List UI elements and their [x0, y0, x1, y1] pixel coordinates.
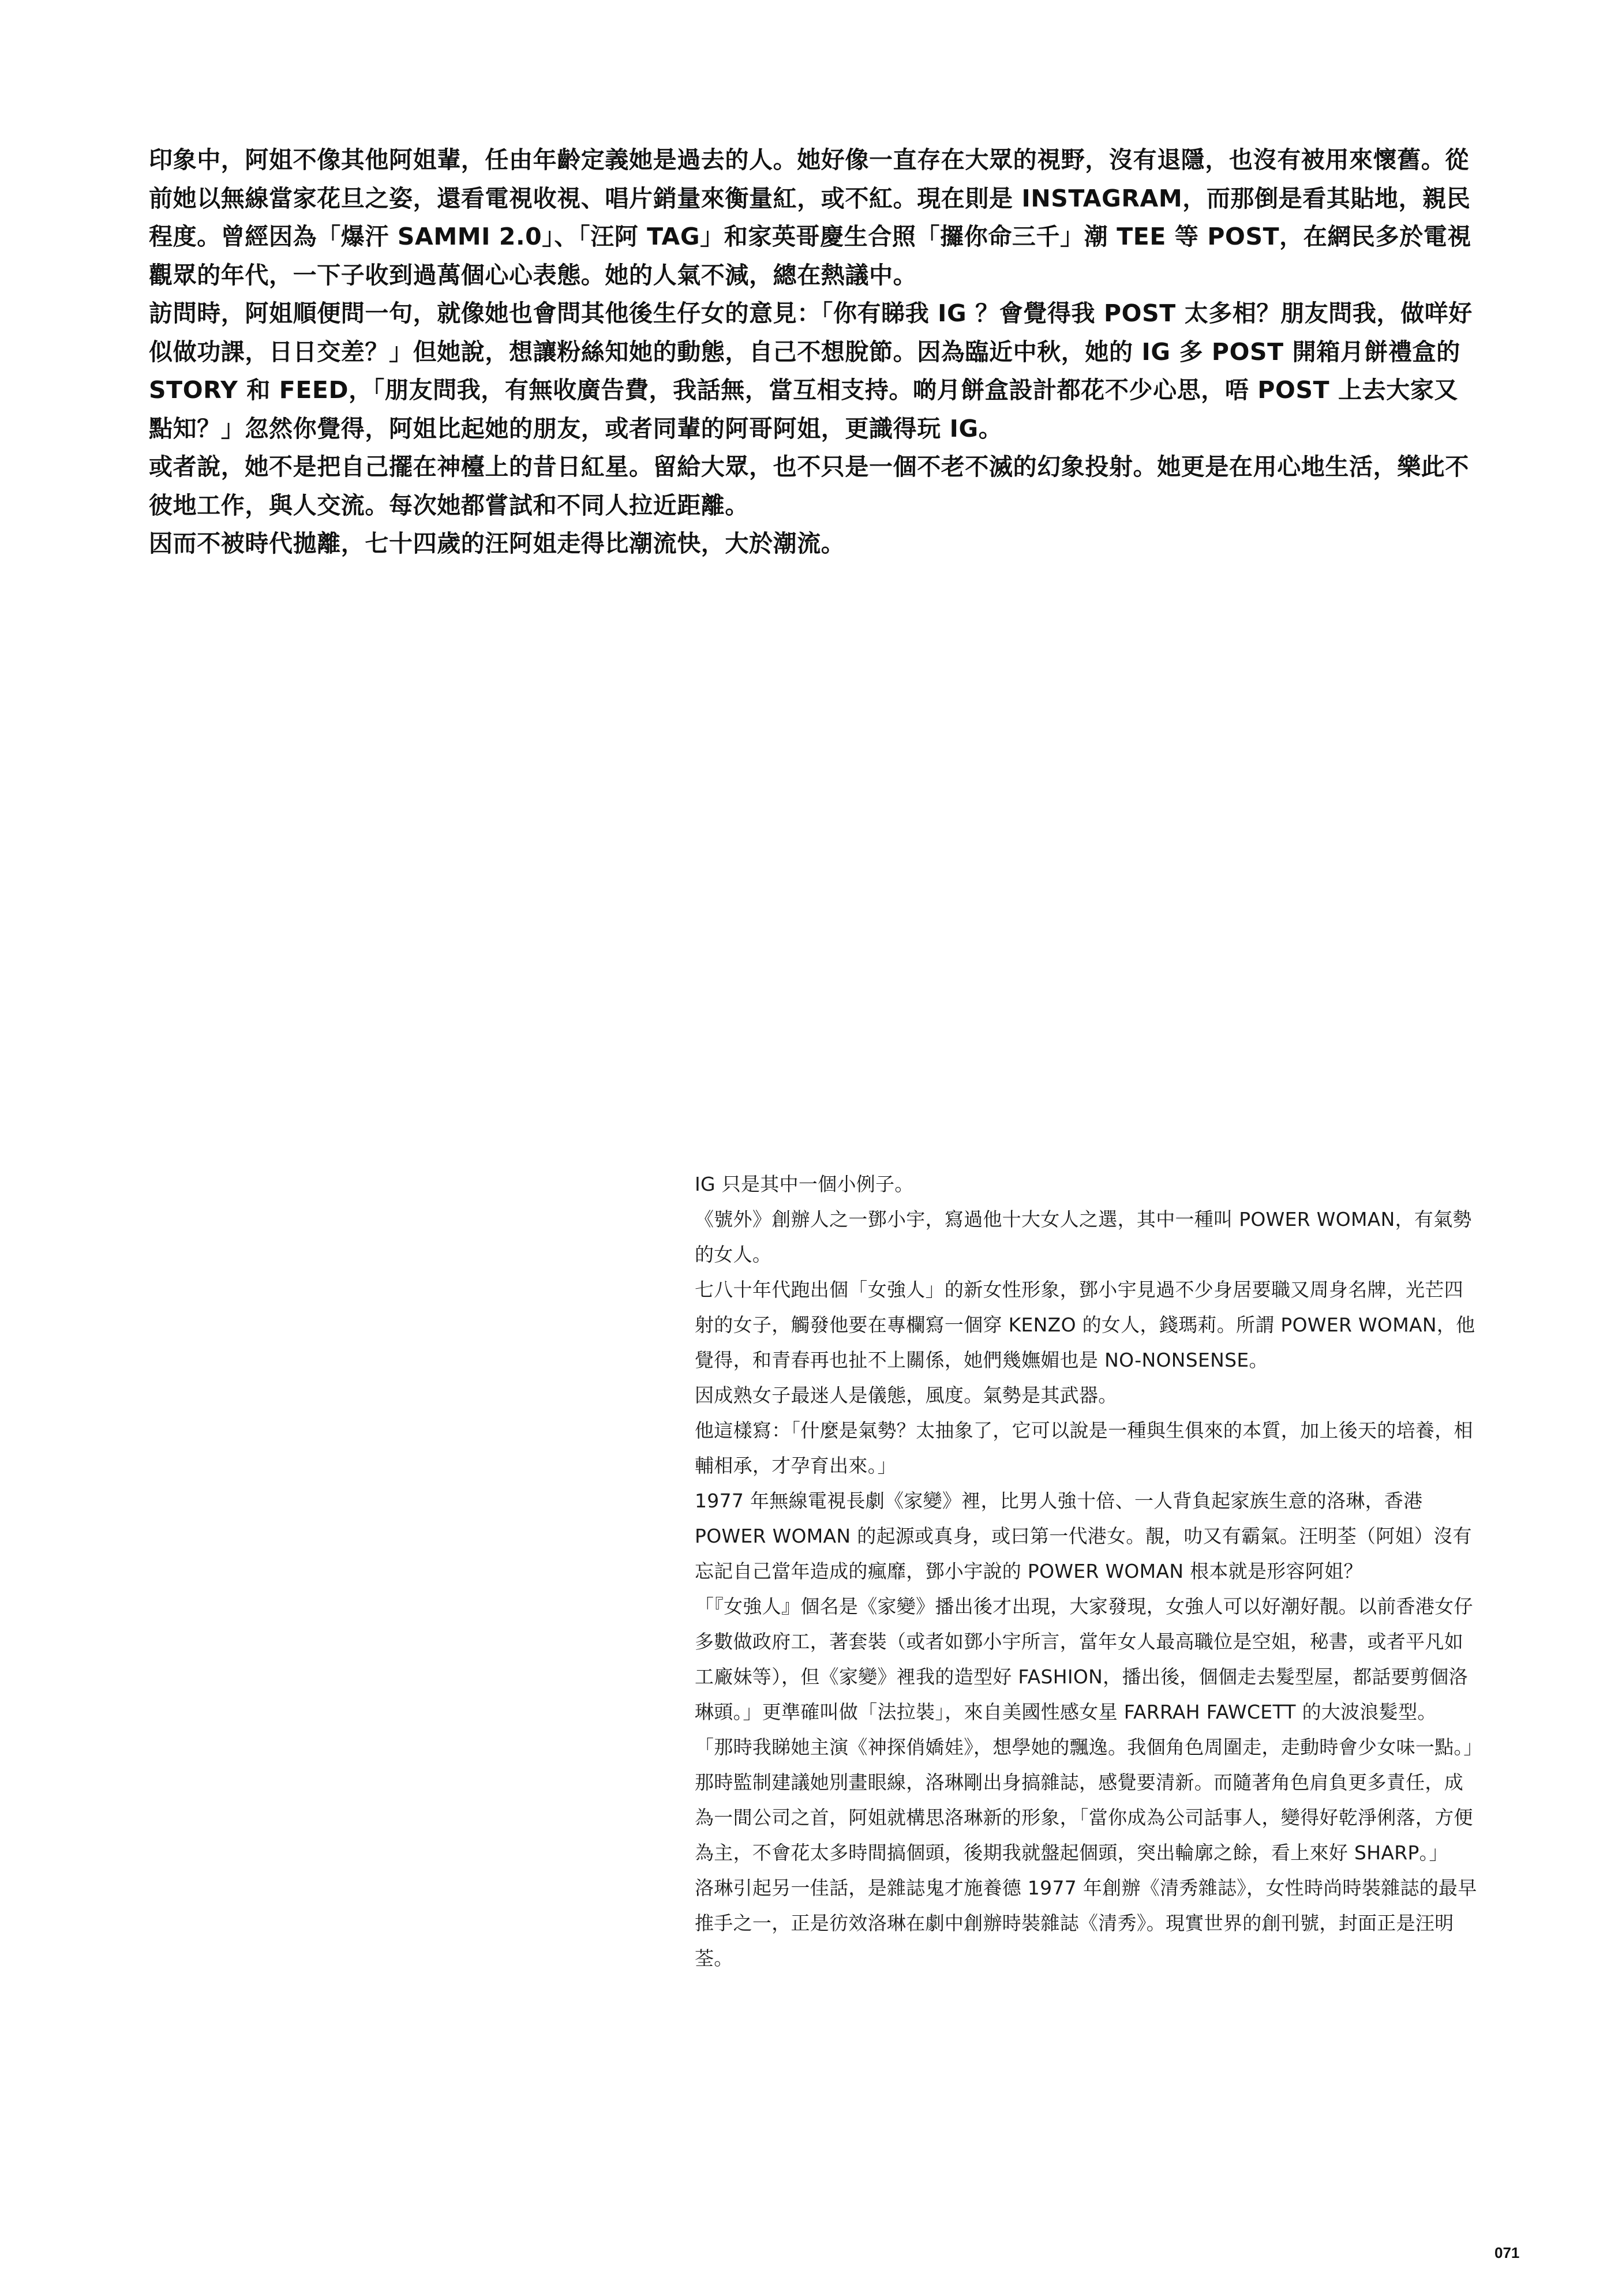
article-paragraph: 因成熟女子最迷人是儀態，風度。氣勢是其武器。 — [695, 1384, 1118, 1406]
page-number: 071 — [1494, 2244, 1520, 2261]
intro-section — [149, 141, 1476, 563]
intro-paragraph: 印象中，阿姐不像其他阿姐輩，任由年齡定義她是過去的人。她好像一直存在大眾的視野，沒有退隱，也沒有被用來懷舊。從前她以無線當家花旦之姿，還看電視收視、唱片銷量來衡量紅，或不紅。現在則是 INSTAGRAM，而那倒是看其貼地，親民程度。曾經因為「爆汗 SAMMI 2.0」、「汪阿 TAG」和家英哥慶生合照「攞你命三千」潮 TEE 等 POST，在網民多於電視觀眾的年代，一下子收到過萬個心心表態。她的人氣不減，總在熱議中。 — [149, 146, 1471, 289]
article-paragraph: 1977 年無線電視長劇《家變》裡，比男人強十倍、一人背負起家族生意的洛琳，香港 POWER WOMAN 的起源或真身，或曰第一代港女。靚，叻又有霸氣。汪明荃（阿姐）沒有忘記自己當年造成的瘋靡，鄧小宇說的 POWER WOMAN 根本就是形容阿姐？ — [695, 1490, 1472, 1582]
article-paragraph: 「那時我睇她主演《神探俏嬌娃》，想學她的飄逸。我個角色周圍走，走動時會少女味一點。」那時監制建議她別畫眼線，洛琳剛出身搞雜誌，感覺要清新。而隨著角色肩負更多責任，成為一間公司之首，阿姐就構思洛琳新的形象，「當你成為公司話事人，變得好乾淨俐落，方便為主，不會花太多時間搞個頭，後期我就盤起個頭，突出輪廓之餘，看上來好 SHARP。」 — [695, 1736, 1474, 1864]
article-paragraph: 七八十年代跑出個「女強人」的新女性形象，鄧小宇見過不少身居要職又周身名牌，光芒四射的女子，觸發他要在專欄寫一個穿 KENZO 的女人，錢瑪莉。所謂 POWER WOMAN，他覺得，和青春再也扯不上關係，她們幾嫵媚也是 NO-NONSENSE。 — [695, 1278, 1475, 1371]
article-paragraph: IG 只是其中一個小例子。 — [695, 1173, 914, 1195]
article-paragraph: 《號外》創辦人之一鄧小宇，寫過他十大女人之選，其中一種叫 POWER WOMAN，有氣勢的女人。 — [695, 1208, 1472, 1266]
intro-paragraph: 或者說，她不是把自己擺在神檯上的昔日紅星。留給大眾，也不只是一個不老不滅的幻象投射。她更是在用心地生活，樂此不彼地工作，與人交流。每次她都嘗試和不同人拉近距離。 — [149, 453, 1469, 519]
intro-paragraph: 訪問時，阿姐順便問一句，就像她也會問其他後生仔女的意見：「你有睇我 IG ？會覺得我 POST 太多相？朋友問我，做咩好似做功課，日日交差？」但她說，想讓粉絲知她的動態，自己不想脫節。因為臨近中秋，她的 IG 多 POST 開箱月餅禮盒的 STORY 和 FEED，「朋友問我，有無收廣告費，我話無，當互相支持。啲月餅盒設計都花不少心思，唔 POST 上去大家又點知？」忽然你覺得，阿姐比起她的朋友，或者同輩的阿哥阿姐，更識得玩 IG。 — [149, 299, 1473, 442]
article-body — [695, 1166, 1477, 1976]
intro-paragraph: 因而不被時代拋離，七十四歲的汪阿姐走得比潮流快，大於潮流。 — [149, 530, 845, 557]
article-paragraph: 洛琳引起另一佳話，是雜誌鬼才施養德 1977 年創辦《清秀雜誌》，女性時尚時裝雜誌的最早推手之一，正是彷效洛琳在劇中創辦時裝雜誌《清秀》。現實世界的創刊號，封面正是汪明荃。 — [695, 1877, 1477, 1969]
article-paragraph: 他這樣寫：「什麼是氣勢？太抽象了，它可以說是一種與生俱來的本質，加上後天的培養，相輔相承，才孕育出來。」 — [695, 1419, 1473, 1477]
article-paragraph: 「『女強人』個名是《家變》播出後才出現，大家發現，女強人可以好潮好靚。以前香港女仔多數做政府工，著套裝（或者如鄧小宇所言，當年女人最高職位是空姐，秘書，或者平凡如工廠妹等），但《家變》裡我的造型好 FASHION，播出後，個個走去髮型屋，都話要剪個洛琳頭。」更準確叫做「法拉裝」，來自美國性感女星 FARRAH FAWCETT 的大波浪髮型。 — [695, 1595, 1473, 1723]
